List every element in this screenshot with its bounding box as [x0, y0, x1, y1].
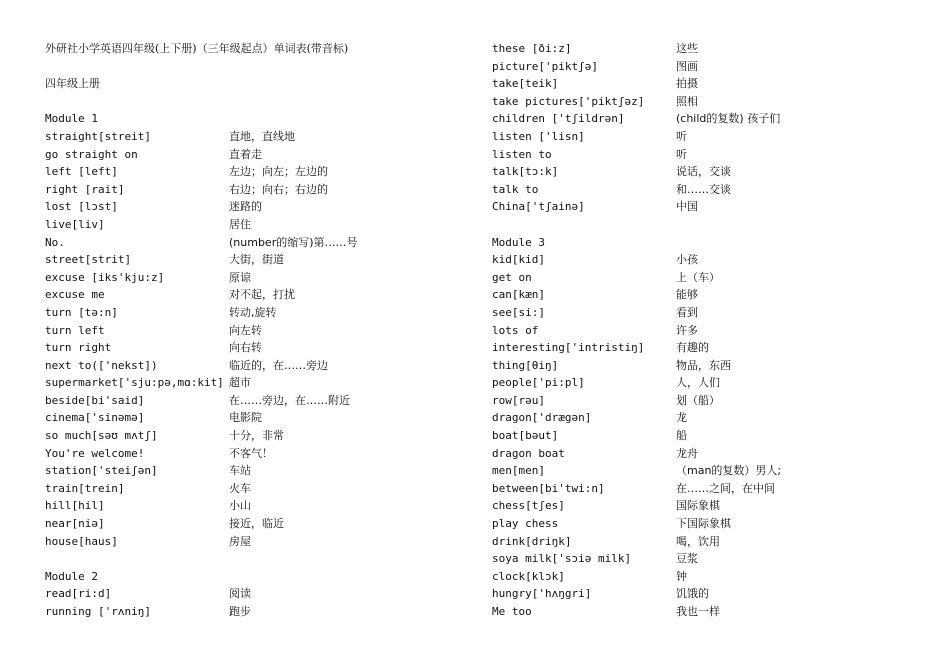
- module2-heading: Module 2: [45, 569, 98, 583]
- english-word: listen ['lisn]: [492, 129, 585, 143]
- chinese-meaning: 电影院: [229, 411, 262, 425]
- vocab-row: [45, 234, 445, 252]
- vocab-row: [492, 497, 912, 515]
- chinese-meaning: 直着走: [229, 147, 262, 161]
- english-word: read[ri:d]: [45, 587, 112, 601]
- chinese-meaning: 直地，直线地: [229, 129, 295, 143]
- chinese-meaning: 居住: [229, 217, 251, 231]
- vocab-row: [45, 374, 445, 392]
- chinese-meaning: 听: [676, 147, 687, 161]
- grade-heading: 四年级上册: [45, 77, 100, 91]
- vocab-row: [45, 603, 445, 621]
- english-word: turn [tə:n]: [45, 305, 118, 319]
- chinese-meaning: 看到: [676, 305, 698, 319]
- english-word: excuse me: [45, 288, 105, 302]
- vocab-row: [492, 550, 912, 568]
- english-word: soya milk['sɔiə milk]: [492, 552, 632, 566]
- vocab-row: [45, 198, 445, 216]
- chinese-meaning: 照相: [676, 94, 698, 108]
- chinese-meaning: 龙: [676, 411, 687, 425]
- english-word: clock[klɔk]: [492, 569, 565, 583]
- english-word: talk[tɔ:k]: [492, 165, 559, 179]
- vocab-row: [45, 357, 445, 375]
- module2-word-list-part1: [45, 585, 445, 620]
- vocab-row: [492, 304, 912, 322]
- english-word: right [rait]: [45, 182, 125, 196]
- chinese-meaning: 临近的，在……旁边: [229, 358, 328, 372]
- english-word: next to(['nekst]): [45, 358, 158, 372]
- english-word: lots of: [492, 323, 539, 337]
- english-word: these [ði:z]: [492, 42, 572, 55]
- english-word: men[men]: [492, 464, 545, 478]
- vocab-row: [45, 462, 445, 480]
- vocab-row: [492, 181, 912, 199]
- english-word: dragon['drægən]: [492, 411, 592, 425]
- chinese-meaning: 不客气！: [229, 446, 273, 460]
- chinese-meaning: 喝，饮用: [676, 534, 720, 548]
- vocab-row: [492, 585, 912, 603]
- chinese-meaning: 在……之间，在中间: [676, 481, 775, 495]
- english-word: interesting['intristiŋ]: [492, 341, 645, 355]
- vocab-row: [492, 146, 912, 164]
- chinese-meaning: 和……交谈: [676, 182, 731, 196]
- english-word: dragon boat: [492, 446, 565, 460]
- chinese-meaning: 原谅: [229, 270, 251, 284]
- english-word: between[bi'twi:n]: [492, 481, 605, 495]
- english-word: live[liv]: [45, 217, 105, 231]
- vocab-row: [492, 409, 912, 427]
- module2-word-list-part2: [492, 40, 912, 216]
- chinese-meaning: 左边；向左；左边的: [229, 165, 328, 179]
- module3-word-list: [492, 251, 912, 620]
- chinese-meaning: 物品，东西: [676, 358, 731, 372]
- chinese-meaning: 接近，临近: [229, 517, 284, 531]
- chinese-meaning: 说话，交谈: [676, 165, 731, 179]
- chinese-meaning: 许多: [676, 323, 698, 337]
- vocab-row: [492, 603, 912, 621]
- vocab-row: [492, 339, 912, 357]
- chinese-meaning: 车站: [229, 464, 251, 478]
- english-word: talk to: [492, 182, 539, 196]
- english-word: station['steiʃən]: [45, 464, 158, 478]
- chinese-meaning: 火车: [229, 481, 251, 495]
- vocab-row: [492, 533, 912, 551]
- chinese-meaning: 小孩: [676, 253, 698, 267]
- vocab-row: [45, 409, 445, 427]
- vocab-row: [492, 58, 912, 76]
- vocab-row: [45, 533, 445, 551]
- vocab-row: [492, 445, 912, 463]
- english-word: can[kæn]: [492, 288, 545, 302]
- vocab-row: [492, 198, 912, 216]
- document-title: 外研社小学英语四年级(上下册)（三年级起点）单词表(带音标): [45, 42, 349, 55]
- english-word: cinema['sinəmə]: [45, 411, 145, 425]
- english-word: beside[bi'said]: [45, 393, 145, 407]
- chinese-meaning: 听: [676, 129, 687, 143]
- vocab-row: [492, 93, 912, 111]
- english-word: China['tʃainə]: [492, 200, 585, 214]
- chinese-meaning: 对不起，打扰: [229, 288, 295, 302]
- chinese-meaning: （man的复数）男人;: [676, 464, 782, 478]
- vocab-row: [492, 110, 912, 128]
- english-word: take[teik]: [492, 77, 559, 91]
- chinese-meaning: 我也一样: [676, 605, 720, 618]
- english-word: take pictures['piktʃəz]: [492, 94, 645, 108]
- chinese-meaning: 国际象棋: [676, 499, 720, 513]
- module1-word-list: [45, 128, 445, 550]
- vocab-row: [45, 128, 445, 146]
- english-word: house[haus]: [45, 534, 118, 548]
- vocab-row: [492, 75, 912, 93]
- chinese-meaning: (number的缩写)第……号: [229, 235, 358, 249]
- vocab-row: [45, 304, 445, 322]
- english-word: play chess: [492, 517, 559, 531]
- chinese-meaning: 有趣的: [676, 341, 709, 355]
- vocab-row: [492, 40, 912, 58]
- english-word: near[niə]: [45, 517, 105, 531]
- vocab-row: [45, 146, 445, 164]
- chinese-meaning: 豆浆: [676, 552, 698, 566]
- english-word: so much[səʊ mʌtʃ]: [45, 429, 158, 443]
- vocab-row: [45, 251, 445, 269]
- english-word: Me too: [492, 605, 532, 618]
- module3-heading: Module 3: [492, 235, 545, 249]
- english-word: get on: [492, 270, 532, 284]
- chinese-meaning: 迷路的: [229, 200, 262, 214]
- vocab-row: [45, 497, 445, 515]
- english-word: turn right: [45, 341, 112, 355]
- vocab-row: [45, 427, 445, 445]
- vocab-row: [45, 480, 445, 498]
- chinese-meaning: 饥饿的: [676, 587, 709, 601]
- english-word: picture['piktʃə]: [492, 59, 598, 73]
- english-word: listen to: [492, 147, 552, 161]
- chinese-meaning: 船: [676, 429, 687, 443]
- chinese-meaning: 向左转: [229, 323, 262, 337]
- chinese-meaning: 钟: [676, 569, 687, 583]
- english-word: row[rəu]: [492, 393, 545, 407]
- chinese-meaning: 人，人们: [676, 376, 720, 390]
- vocab-row: [45, 515, 445, 533]
- vocab-row: [45, 181, 445, 199]
- chinese-meaning: 大街，街道: [229, 253, 284, 267]
- vocab-row: [492, 568, 912, 586]
- english-word: running ['rʌniŋ]: [45, 605, 151, 618]
- chinese-meaning: 小山: [229, 499, 251, 513]
- chinese-meaning: 拍摄: [676, 77, 698, 91]
- english-word: hill[hil]: [45, 499, 105, 513]
- english-word: turn left: [45, 323, 105, 337]
- vocab-row: [45, 269, 445, 287]
- english-word: thing[θiŋ]: [492, 358, 559, 372]
- chinese-meaning: 下国际象棋: [676, 517, 731, 531]
- chinese-meaning: 房屋: [229, 534, 251, 548]
- module1-heading: Module 1: [45, 112, 98, 126]
- vocab-row: [45, 339, 445, 357]
- vocab-row: [492, 462, 912, 480]
- vocab-row: [45, 163, 445, 181]
- english-word: chess[tʃes]: [492, 499, 565, 513]
- english-word: You're welcome!: [45, 446, 145, 460]
- vocab-row: [492, 427, 912, 445]
- vocab-row: [45, 445, 445, 463]
- chinese-meaning: 龙舟: [676, 446, 698, 460]
- chinese-meaning: 向右转: [229, 341, 262, 355]
- vocab-row: [492, 480, 912, 498]
- vocab-row: [492, 269, 912, 287]
- vocab-row: [45, 392, 445, 410]
- vocab-row: [492, 128, 912, 146]
- english-word: train[trein]: [45, 481, 125, 495]
- english-word: go straight on: [45, 147, 138, 161]
- english-word: lost [lɔst]: [45, 200, 118, 214]
- chinese-meaning: 图画: [676, 59, 698, 73]
- vocab-row: [492, 515, 912, 533]
- english-word: hungry['hʌŋgri]: [492, 587, 592, 601]
- chinese-meaning: 跑步: [229, 605, 251, 618]
- chinese-meaning: 中国: [676, 200, 698, 214]
- english-word: people['pi:pl]: [492, 376, 585, 390]
- vocab-row: [492, 374, 912, 392]
- english-word: boat[bəut]: [492, 429, 559, 443]
- english-word: excuse [iks'kju:z]: [45, 270, 165, 284]
- vocab-row: [492, 392, 912, 410]
- chinese-meaning: 能够: [676, 288, 698, 302]
- chinese-meaning: 在……旁边，在……附近: [229, 393, 350, 407]
- english-word: left [left]: [45, 165, 118, 179]
- vocab-row: [492, 163, 912, 181]
- left-column: [45, 40, 445, 621]
- english-word: street[strit]: [45, 253, 132, 267]
- vocab-row: [492, 286, 912, 304]
- vocab-row: [45, 322, 445, 340]
- english-word: drink[driŋk]: [492, 534, 572, 548]
- chinese-meaning: (child的复数) 孩子们: [676, 112, 781, 126]
- vocab-row: [45, 216, 445, 234]
- english-word: straight[streit]: [45, 129, 151, 143]
- english-word: children ['tʃildrən]: [492, 112, 625, 126]
- chinese-meaning: 转动,旋转: [229, 305, 277, 319]
- english-word: kid[kid]: [492, 253, 545, 267]
- english-word: supermarket['sju:pə,mɑ:kit]: [45, 376, 224, 390]
- chinese-meaning: 阅读: [229, 587, 251, 601]
- chinese-meaning: 右边；向右；右边的: [229, 182, 328, 196]
- vocab-row: [492, 357, 912, 375]
- chinese-meaning: 超市: [229, 376, 251, 390]
- right-column: [492, 40, 912, 621]
- chinese-meaning: 划（船）: [676, 393, 720, 407]
- english-word: see[si:]: [492, 305, 545, 319]
- vocab-row: [45, 585, 445, 603]
- chinese-meaning: 上（车）: [676, 270, 720, 284]
- chinese-meaning: 这些: [676, 42, 698, 55]
- vocab-row: [492, 251, 912, 269]
- chinese-meaning: 十分，非常: [229, 429, 284, 443]
- english-word: No.: [45, 235, 65, 249]
- vocab-row: [45, 286, 445, 304]
- vocab-row: [492, 322, 912, 340]
